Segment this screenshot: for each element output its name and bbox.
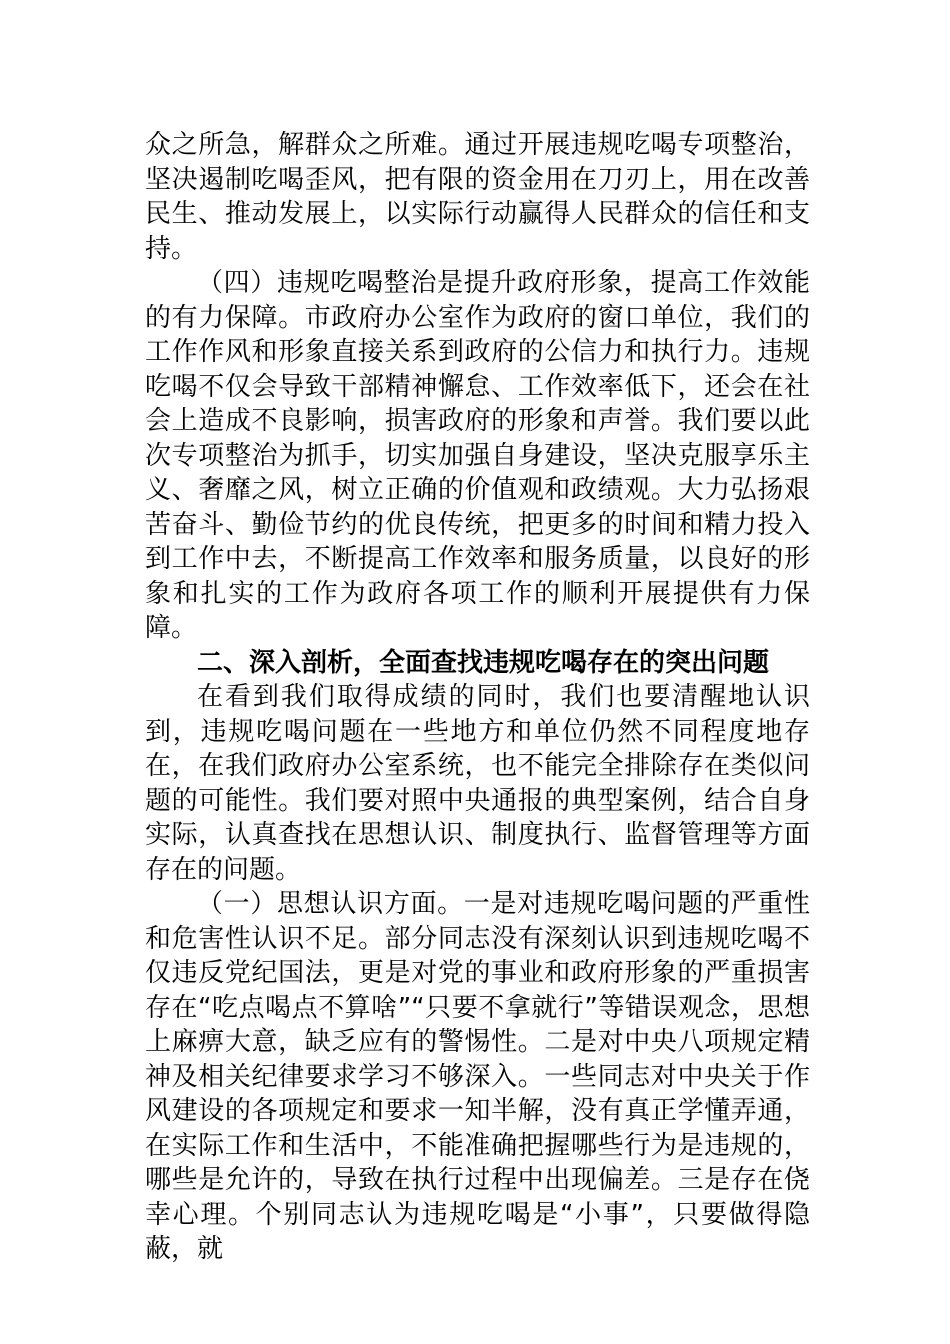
document-body [145,128,810,1267]
paragraph-continuation: 众之所急，解群众之所难。通过开展违规吃喝专项整治，坚决遏制吃喝歪风，把有限的资金用在刀刃上，用在改善民生、推动发展上，以实际行动赢得人民群众的信任和支持。 [145,130,810,264]
section-heading-2: 二、深入剖析，全面查找违规吃喝存在的突出问题 [197,647,770,678]
paragraph-subsection-1: （一）思想认识方面。一是对违规吃喝问题的严重性和危害性认识不足。部分同志没有深刻认识到违规吃喝不仅违反党纪国法，更是对党的事业和政府形象的严重损害存在“吃点喝点不算啥”“只要不拿就行”等错误观念，思想上麻痹大意，缺乏应有的警惕性。二是对中央八项规定精神及相关纪律要求学习不够深入。一些同志对中央关于作风建设的各项规定和要求一知半解，没有真正学懂弄通，在实际工作和生活中，不能准确把握哪些行为是违规的，哪些是允许的，导致在执行过程中出现偏差。三是存在侥幸心理。个别同志认为违规吃喝是“小事”，只要做得隐蔽，就 [145,889,810,1264]
paragraph-intro-problems: 在看到我们取得成绩的同时，我们也要清醒地认识到，违规吃喝问题在一些地方和单位仍然不同程度地存在，在我们政府办公室系统，也不能完全排除存在类似问题的可能性。我们要对照中央通报的典型案例，结合自身实际，认真查找在思想认识、制度执行、监督管理等方面存在的问题。 [145,682,810,885]
paragraph-section-4: （四）违规吃喝整治是提升政府形象，提高工作效能的有力保障。市政府办公室作为政府的窗口单位，我们的工作作风和形象直接关系到政府的公信力和执行力。违规吃喝不仅会导致干部精神懈怠、工作效率低下，还会在社会上造成不良影响，损害政府的形象和声誉。我们要以此次专项整治为抓手，切实加强自身建设，坚决克服享乐主义、奢靡之风，树立正确的价值观和政绩观。大力弘扬艰苦奋斗、勤俭节约的优良传统，把更多的时间和精力投入到工作中去，不断提高工作效率和服务质量，以良好的形象和扎实的工作为政府各项工作的顺利开展提供有力保障。 [145,268,810,643]
